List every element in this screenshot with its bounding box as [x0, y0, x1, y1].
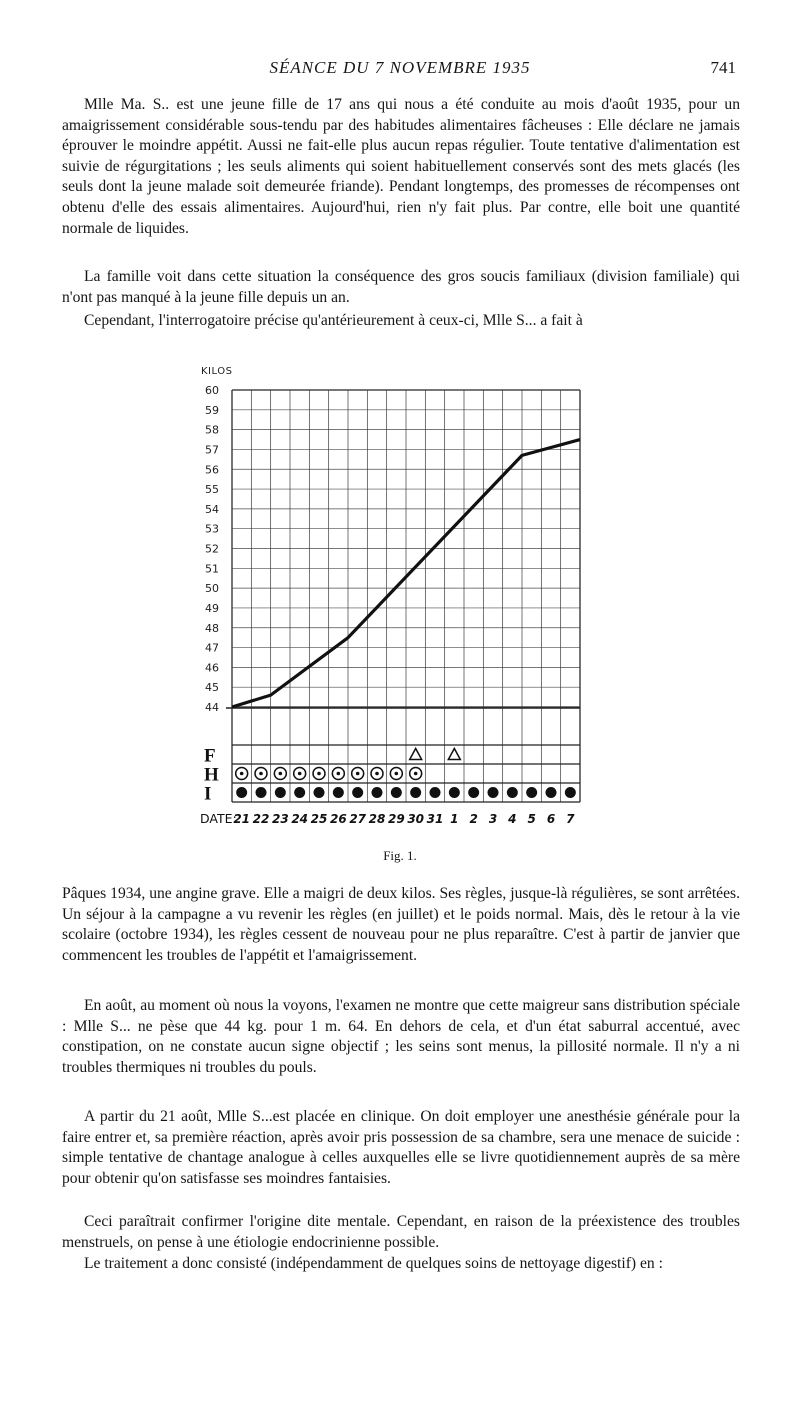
filled-dot-mark — [294, 787, 305, 798]
x-tick-label: 21 — [233, 812, 251, 826]
x-tick-label: 4 — [508, 812, 517, 826]
x-tick-label: 28 — [368, 812, 386, 826]
row-label-i: I — [204, 783, 212, 805]
x-tick-label: 31 — [426, 812, 444, 826]
circle-mark-center — [375, 772, 379, 776]
triangle-mark — [410, 749, 422, 760]
paragraph-clinic: A partir du 21 août, Mlle S...est placée en clinique. On doit employer une anesthésie générale pour la faire entrer et, sa première réaction, après avoir pris possession de sa chambre, sera une menace de suicide : simple tentative de chantage analogue à celles auxquelles elle se livre quotidiennement auprès de sa mère pour obtenir qu'on satisfasse ses moindres fantaisies. — [62, 1108, 740, 1187]
y-tick-label: 57 — [205, 443, 219, 457]
filled-dot-mark — [333, 787, 344, 798]
filled-dot-mark — [488, 787, 499, 798]
figure-caption: Fig. 1. — [383, 848, 417, 863]
y-tick-label: 53 — [205, 522, 219, 536]
x-tick-label: 1 — [450, 812, 459, 826]
x-tick-label: 30 — [407, 812, 425, 826]
x-tick-label: 29 — [387, 812, 405, 826]
paragraph-etiology: Ceci paraîtrait confirmer l'origine dite mentale. Cependant, en raison de la préexistence des troubles menstruels, on pense à une étiologie endocrinienne possible. — [62, 1213, 740, 1251]
filled-dot-mark — [275, 787, 286, 798]
y-tick-label: 45 — [205, 681, 219, 695]
y-tick-label: 56 — [205, 463, 219, 477]
y-tick-label: 50 — [205, 582, 219, 596]
x-tick-label: 7 — [566, 812, 575, 826]
y-tick-label: 47 — [205, 641, 219, 655]
filled-dot-mark — [430, 787, 441, 798]
circle-mark-center — [356, 772, 360, 776]
x-tick-label: 27 — [349, 812, 367, 826]
paragraph-examination: En août, au moment où nous la voyons, l'examen ne montre que cette maigreur sans distribution spéciale : Mlle S... ne pèse que 44 kg. pour 1 m. 64. En dehors de cela, et d'un état saburral accentué, avec constipation, on ne constate aucun signe objectif ; les seins sont menus, la pillosité normale. Il n'y a ni troubles thermiques ni troubles du pouls. — [62, 997, 740, 1076]
y-tick-label: 46 — [205, 661, 219, 675]
filled-dot-mark — [410, 787, 421, 798]
filled-dot-mark — [256, 787, 267, 798]
x-tick-label: 5 — [527, 812, 536, 826]
y-tick-label: 58 — [205, 423, 219, 437]
triangle-mark — [448, 749, 460, 760]
x-tick-label: 2 — [469, 812, 478, 826]
circle-mark-center — [395, 772, 399, 776]
x-axis-label: DATE: — [200, 811, 237, 826]
running-title: SÉANCE DU 7 NOVEMBRE 1935 — [269, 58, 531, 77]
circle-mark-center — [279, 772, 283, 776]
row-label-f: F — [204, 745, 216, 767]
x-tick-label: 25 — [310, 812, 328, 826]
filled-dot-mark — [314, 787, 325, 798]
paragraph-interrogation: Cependant, l'interrogatoire précise qu'antérieurement à ceux-ci, Mlle S... a fait à — [84, 312, 583, 329]
circle-mark-center — [317, 772, 321, 776]
filled-dot-mark — [546, 787, 557, 798]
paragraph-treatment: Le traitement a donc consisté (indépendamment de quelques soins de nettoyage digestif) en : — [84, 1255, 663, 1272]
circle-mark-center — [414, 772, 418, 776]
y-tick-label: 51 — [205, 562, 219, 576]
circle-mark-center — [298, 772, 302, 776]
paragraph-history: Pâques 1934, une angine grave. Elle a maigri de deux kilos. Ses règles, jusque-là régulières, se sont arrêtées. Un séjour à la campagne a vu revenir les règles (en juillet) et le poids normal. Mais, dès le retour à la vie scolaire (octobre 1934), les règles cessent de nouveau pour ne plus reparaître. C'est à partir de janvier que commencent les troubles de l'appétit et l'amaigrissement. — [62, 885, 740, 964]
y-tick-label: 55 — [205, 483, 219, 497]
x-tick-label: 26 — [329, 812, 347, 826]
filled-dot-mark — [372, 787, 383, 798]
filled-dot-mark — [565, 787, 576, 798]
circle-mark-center — [240, 772, 244, 776]
x-tick-label: 6 — [546, 812, 556, 826]
y-tick-label: 54 — [205, 502, 219, 516]
y-tick-label: 49 — [205, 601, 219, 615]
y-tick-label: 60 — [205, 384, 219, 397]
filled-dot-mark — [236, 787, 247, 798]
row-label-h: H — [204, 764, 219, 786]
paragraph-intro: Mlle Ma. S.. est une jeune fille de 17 ans qui nous a été conduite au mois d'août 1935, pour un amaigrissement considérable sous-tendu par des habitudes alimentaires fâcheuses : Elle déclare ne jamais éprouver le moindre appétit. Aussi ne fait-elle plus aucun repas régulier. Toute tentative d'alimentation est suivie de régurgitations ; les seuls aliments qui soient habituellement conservés sont des mets glacés (les seuls dont la jeune malade soit demeurée friande). Pendant longtemps, des promesses de récompenses ont obtenu d'elle des essais alimentaires. Aujourd'hui, rien n'y fait plus. Par contre, elle boit une quantité normale de liquides. — [62, 96, 740, 237]
x-tick-label: 22 — [252, 812, 270, 826]
filled-dot-mark — [352, 787, 363, 798]
y-tick-label: 48 — [205, 621, 219, 635]
y-tick-label: 52 — [205, 542, 219, 556]
x-tick-label: 23 — [271, 812, 289, 826]
filled-dot-mark — [468, 787, 479, 798]
circle-mark-center — [337, 772, 341, 776]
paragraph-family: La famille voit dans cette situation la conséquence des gros soucis familiaux (division familiale) qui n'ont pas manqué à la jeune fille depuis un an. — [62, 268, 740, 306]
x-tick-label: 24 — [291, 812, 309, 826]
y-unit-label: KILOS — [201, 366, 233, 377]
y-tick-label: 59 — [205, 403, 219, 417]
circle-mark-center — [259, 772, 263, 776]
filled-dot-mark — [391, 787, 402, 798]
y-tick-label: 44 — [205, 701, 219, 714]
filled-dot-mark — [507, 787, 518, 798]
x-tick-label: 3 — [488, 812, 498, 826]
filled-dot-mark — [526, 787, 537, 798]
filled-dot-mark — [449, 787, 460, 798]
page-number: 741 — [710, 58, 736, 77]
